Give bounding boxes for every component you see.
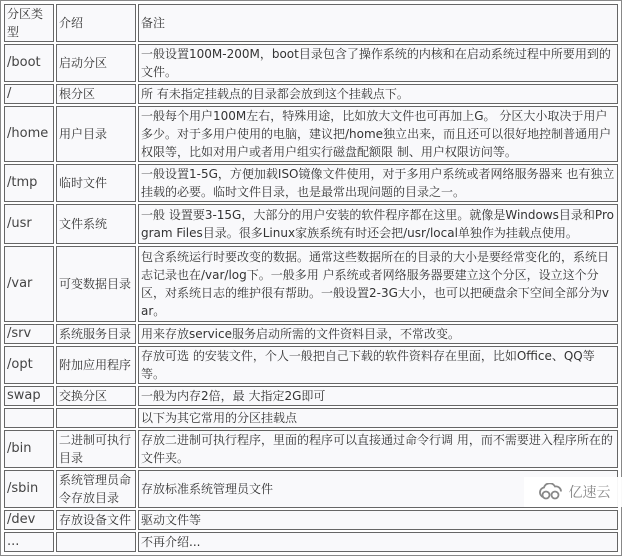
cell-intro: 临时文件 [56,164,136,202]
cell-type: / [4,84,54,104]
header-intro: 介绍 [56,4,136,42]
cell-note: 用来存放service服务启动所需的文件资料目录，不常改变。 [138,324,618,344]
cell-type: /dev [4,510,54,530]
cell-type: /home [4,106,54,162]
cell-note: 存放二进制可执行程序，里面的程序可以直接通过命令行调 用，而不需要进入程序所在的文件夹。 [138,430,618,468]
cell-type: /tmp [4,164,54,202]
cell-note: 存放标准系统管理员文件 [138,470,618,508]
cell-type: /srv [4,324,54,344]
table-row [4,532,618,552]
cell-intro: 用户目录 [56,106,136,162]
cell-type: ... [4,532,54,552]
table-row [4,84,618,104]
partition-table [2,2,620,554]
cell-type: /usr [4,204,54,244]
cell-intro: 可变数据目录 [56,246,136,322]
cell-type: /sbin [4,470,54,508]
table-row [4,386,618,406]
cell-intro: 系统管理员命令存放目录 [56,470,136,508]
cell-intro: 二进制可执行目录 [56,430,136,468]
cell-intro [56,408,136,428]
cell-note: 存放可选 的安装文件，个人一般把自己下载的软件资料存在里面，比如Office、QQ等等。 [138,346,618,384]
cell-intro: 系统服务目录 [56,324,136,344]
table-row [4,430,618,468]
cell-note: 一般设置1-5G，方便加载ISO镜像文件使用，对于多用户系统或者网络服务器来 也有独立挂载的必要。临时文件目录，也是最常出现问题的目录之一。 [138,164,618,202]
cell-note: 驱动文件等 [138,510,618,530]
cell-note: 包含系统运行时要改变的数据。通常这些数据所在的目录的大小是要经常变化的，系统日志记录也在/var/log下。一般多用 户系统或者网络服务器要建立这个分区，设立这个分区，对系统日志的维护很有帮助。一般设置2-3G大小，也可以把硬盘余下空间全部分为var。 [138,246,618,322]
cell-type: /var [4,246,54,322]
cell-note: 一般每个用户100M左右，特殊用途，比如放大文件也可再加上G。 分区大小取决于用户多少。对于多用户使用的电脑，建议把/home独立出来，而且还可以很好地控制普通用户权限等，比如对用户或者用户组实行磁盘配额限 制、用户权限访问等。 [138,106,618,162]
cell-intro: 交换分区 [56,386,136,406]
table-row [4,106,618,162]
cell-note: 一般设置100M-200M，boot目录包含了操作系统的内核和在启动系统过程中所要用到的文件。 [138,44,618,82]
cell-type: /boot [4,44,54,82]
cell-type [4,408,54,428]
cell-note: 一般 设置要3-15G，大部分的用户安装的软件程序都在这里。就像是Windows目录和Program Files目录。很多Linux家族系统有时还会把/usr/local单独作为挂载点使用。 [138,204,618,244]
cloud-logo-icon [538,483,566,501]
watermark-text: 亿速云 [568,485,611,501]
cell-intro: 附加应用程序 [56,346,136,384]
cell-intro: 根分区 [56,84,136,104]
cell-intro: 存放设备文件 [56,510,136,530]
cell-note: 不再介绍... [138,532,618,552]
header-partition-type: 分区类型 [4,4,54,42]
table-row [4,408,618,428]
table-row [4,346,618,384]
cell-note: 一般为内存2倍，最 大指定2G即可 [138,386,618,406]
table-row [4,44,618,82]
cell-intro: 启动分区 [56,44,136,82]
cell-intro: 文件系统 [56,204,136,244]
table-row [4,324,618,344]
table-row [4,510,618,530]
table-row [4,204,618,244]
cell-note: 以下为其它常用的分区挂载点 [138,408,618,428]
cell-type: swap [4,386,54,406]
table-row [4,246,618,322]
watermark [524,477,624,507]
cell-type: /opt [4,346,54,384]
cell-intro [56,532,136,552]
header-note: 备注 [138,4,618,42]
table-row [4,164,618,202]
cell-type: /bin [4,430,54,468]
table-header-row [4,4,618,42]
cell-note: 所 有未指定挂载点的目录都会放到这个挂载点下。 [138,84,618,104]
